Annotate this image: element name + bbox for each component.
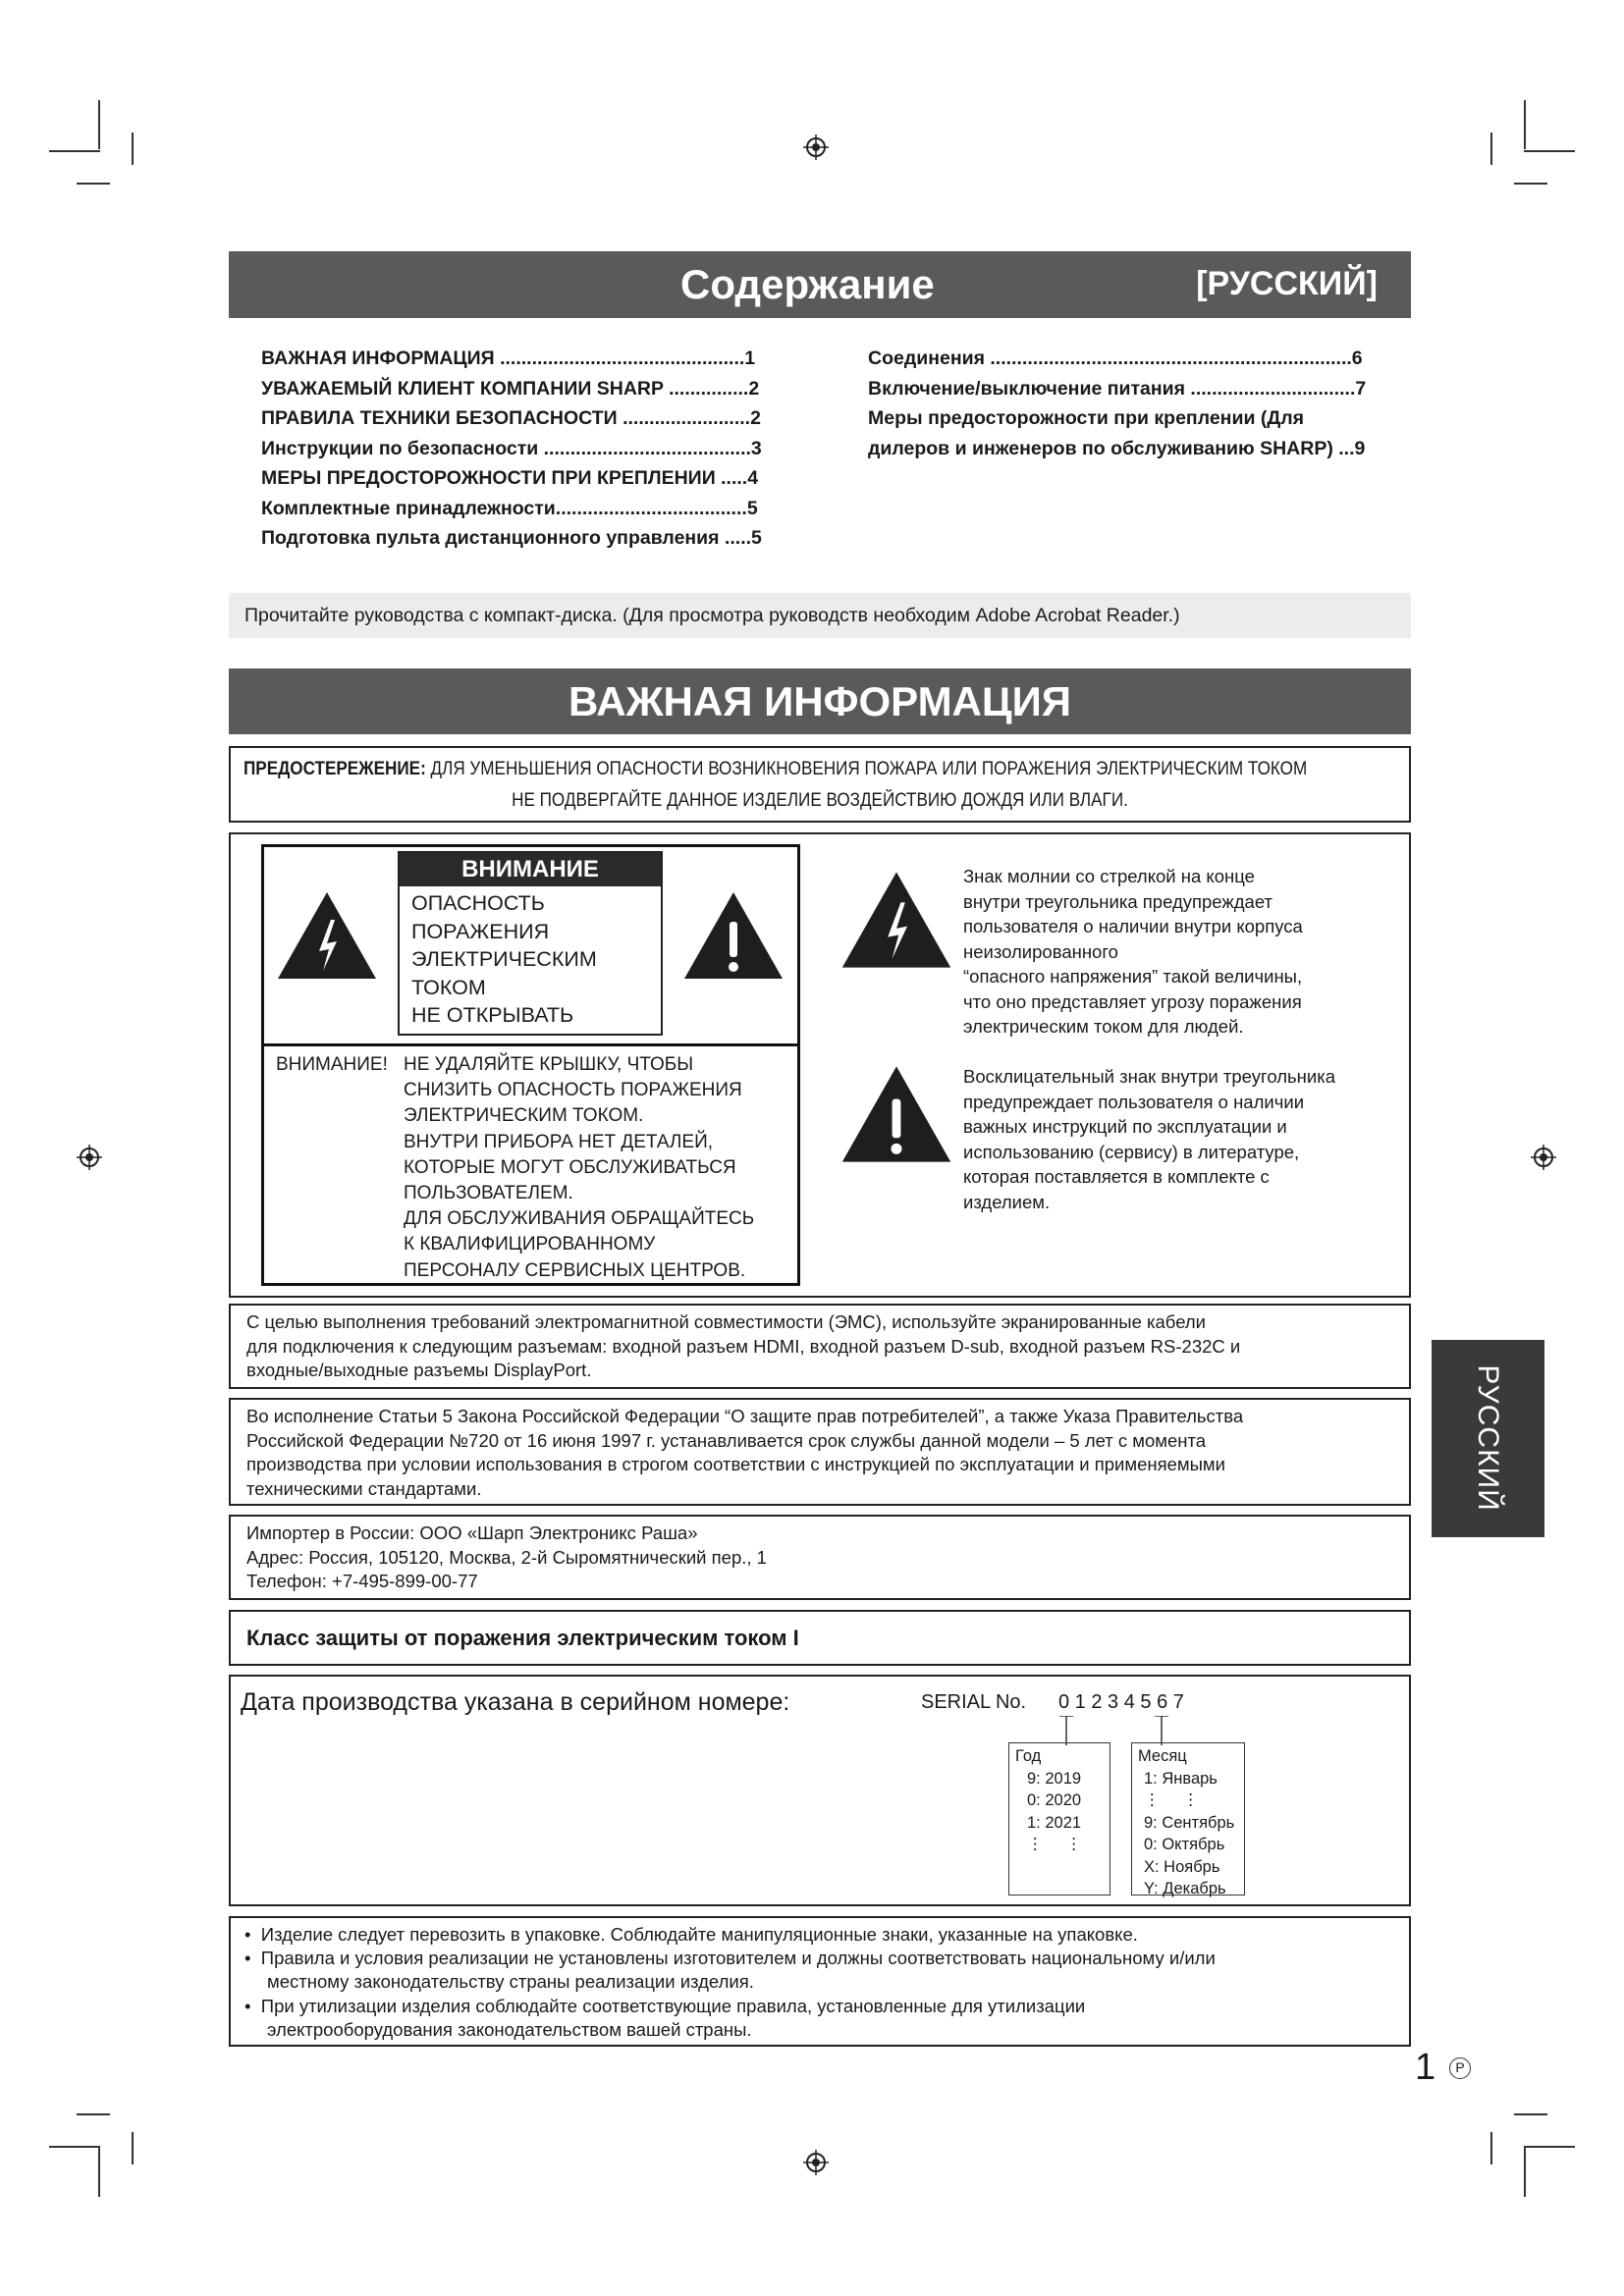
paragraph-line: техническими стандартами.	[246, 1477, 482, 1499]
toc-entry[interactable]: МЕРЫ ПРЕДОСТОРОЖНОСТИ ПРИ КРЕПЛЕНИИ .....4	[261, 467, 759, 489]
crop-mark	[77, 183, 110, 185]
month-entry: 9: Сентябрь	[1144, 1813, 1235, 1832]
caution-label-prefix: ВНИМАНИЕ!	[276, 1054, 388, 1075]
toc-entry[interactable]: Комплектные принадлежности....................................5	[261, 497, 758, 519]
caution-body-line: КОТОРЫЕ МОГУТ ОБСЛУЖИВАТЬСЯ	[404, 1156, 736, 1178]
emc-box	[229, 1304, 1411, 1389]
crop-mark	[132, 133, 134, 165]
bullet-list	[244, 1923, 1216, 2042]
paragraph-line: Адрес: Россия, 105120, Москва, 2-й Сыромятнический пер., 1	[246, 1546, 767, 1568]
toc-entry[interactable]: УВАЖАЕМЫЙ КЛИЕНТ КОМПАНИИ SHARP ...............2	[261, 377, 760, 400]
year-entry: 9: 2019	[1027, 1769, 1082, 1788]
crop-mark	[49, 150, 100, 152]
toc-entry[interactable]: Инструкции по безопасности .......................................3	[261, 437, 762, 459]
registration-mark-icon	[803, 134, 829, 160]
production-date-box	[229, 1675, 1411, 1906]
description-line: важных инструкций по эксплуатации и	[963, 1116, 1287, 1137]
exclamation-description	[963, 1064, 1335, 1214]
year-legend	[1008, 1742, 1110, 1896]
warning-label: ПРЕДОСТЕРЕЖЕНИЕ:	[244, 759, 426, 779]
warning-line-2: НЕ ПОДВЕРГАЙТЕ ДАННОЕ ИЗДЕЛИЕ ВОЗДЕЙСТВИЮ ДОЖДЯ ИЛИ ВЛАГИ.	[512, 790, 1128, 811]
crop-mark	[1524, 100, 1526, 149]
month-legend	[1131, 1742, 1245, 1896]
description-line: использованию (сервису) в литературе,	[963, 1141, 1300, 1162]
description-line: пользователя о наличии внутри корпуса	[963, 916, 1303, 936]
paragraph-line: для подключения к следующим разъемам: входной разъем HDMI, входной разъем D-sub, входной разъем RS-232C и	[246, 1335, 1241, 1357]
crop-mark	[77, 2113, 110, 2115]
month-entry: Y: Декабрь	[1144, 1880, 1226, 1897]
registration-mark-icon	[803, 2150, 829, 2175]
caution-body-line: ДЛЯ ОБСЛУЖИВАНИЯ ОБРАЩАЙТЕСЬ	[404, 1208, 755, 1230]
paragraph-line: С целью выполнения требований электромагнитной совместимости (ЭМС), используйте экранированные кабели	[246, 1311, 1206, 1332]
section-header	[229, 668, 1411, 734]
crop-mark	[1524, 2148, 1526, 2197]
protection-class: Класс защиты от поражения электрическим током I	[246, 1626, 799, 1650]
page-number: 1	[1415, 2047, 1436, 2088]
caution-line: ПОРАЖЕНИЯ	[411, 919, 550, 943]
paragraph-line: Телефон: +7-495-899-00-77	[246, 1571, 478, 1591]
toc-entry[interactable]: Подготовка пульта дистанционного управления .....5	[261, 527, 762, 549]
law-text	[246, 1405, 1395, 1501]
bullet-item: • При утилизации изделия соблюдайте соответствующие правила, установленные для утилизации	[244, 1995, 1086, 2016]
month-title: Месяц	[1138, 1747, 1187, 1765]
crop-mark	[1524, 2146, 1575, 2148]
crop-mark	[98, 100, 100, 149]
description-line: которая поставляется в комплекте с	[963, 1166, 1270, 1187]
crop-mark	[98, 2148, 100, 2197]
month-entry: 0: Октябрь	[1144, 1836, 1225, 1853]
caution-line: ЭЛЕКТРИЧЕСКИМ	[411, 947, 597, 971]
toc-entry[interactable]: ВАЖНАЯ ИНФОРМАЦИЯ ..............................................1	[261, 347, 756, 369]
month-entry: ⋮ ⋮	[1144, 1791, 1199, 1809]
lightning-triangle-icon	[274, 888, 380, 983]
contents-title: Содержание	[680, 261, 935, 307]
toc-entry[interactable]: Меры предосторожности при креплении (Для	[868, 407, 1304, 429]
exclamation-triangle-icon	[680, 888, 786, 983]
bullet-continuation: местному законодательству страны реализации изделия.	[267, 1971, 754, 1993]
crop-mark	[49, 2146, 100, 2148]
paragraph-line: Во исполнение Статьи 5 Закона Российской Федерации “О защите прав потребителей”, а также Указа Правительства	[246, 1406, 1244, 1426]
cd-note: Прочитайте руководства с компакт-диска. (Для просмотра руководств необходим Adobe Acrobat Reader.)	[229, 593, 1411, 638]
paragraph-line: Российской Федерации №720 от 16 июня 1997 г. устанавливается срок службы данной модели – 5 лет с момента	[246, 1429, 1207, 1451]
description-line: неизолированного	[963, 940, 1118, 962]
warning-text: ДЛЯ УМЕНЬШЕНИЯ ОПАСНОСТИ ВОЗНИКНОВЕНИЯ ПОЖАРА ИЛИ ПОРАЖЕНИЯ ЭЛЕКТРИЧЕСКИМ ТОКОМ	[425, 759, 1308, 779]
paragraph-line: производства при условии использования в строгом соответствии с инструкцией по эксплуатации и применяемыми	[246, 1454, 1225, 1474]
importer-text	[246, 1522, 1395, 1594]
month-entry: X: Ноябрь	[1144, 1857, 1220, 1876]
description-line: внутри треугольника предупреждает	[963, 890, 1272, 912]
crop-mark	[1524, 150, 1575, 152]
caution-body-line: НЕ УДАЛЯЙТЕ КРЫШКУ, ЧТОБЫ	[404, 1054, 694, 1075]
registration-mark-icon	[77, 1145, 102, 1170]
bullet-continuation: электрооборудования законодательством вашей страны.	[267, 2018, 752, 2040]
toc-entry[interactable]: Включение/выключение питания ...............................7	[868, 377, 1367, 400]
crop-mark	[132, 2132, 134, 2164]
bullet-item: • Правила и условия реализации не установлены изготовителем и должны соответствовать национальному и/или	[244, 1948, 1216, 1969]
contents-header	[229, 251, 1411, 318]
crop-mark	[1514, 2113, 1547, 2115]
section-title: ВАЖНАЯ ИНФОРМАЦИЯ	[568, 678, 1071, 724]
lightning-description	[963, 864, 1303, 1040]
lightning-triangle-icon	[838, 868, 955, 972]
crop-mark	[1490, 2132, 1492, 2164]
toc-entry[interactable]: дилеров и инженеров по обслуживанию SHARP) ...9	[868, 437, 1366, 459]
caution-body-line: ПЕРСОНАЛУ СЕРВИСНЫХ ЦЕНТРОВ.	[404, 1259, 746, 1281]
language-side-tab[interactable]	[1432, 1340, 1544, 1537]
description-line: предупреждает пользователя о наличии	[963, 1091, 1305, 1112]
caution-header: ВНИМАНИЕ	[400, 853, 661, 886]
year-entry: 1: 2021	[1027, 1813, 1082, 1832]
page-mark-icon	[1449, 2057, 1471, 2079]
caution-divider	[264, 1043, 797, 1046]
toc-entry[interactable]: ПРАВИЛА ТЕХНИКИ БЕЗОПАСНОСТИ ........................2	[261, 407, 761, 429]
page-mark: P	[1455, 2059, 1465, 2075]
description-line: электрическим током для людей.	[963, 1016, 1244, 1037]
emc-text	[246, 1310, 1395, 1383]
registration-mark-icon	[1531, 1145, 1556, 1170]
description-line: Знак молнии со стрелкой на конце	[963, 866, 1255, 886]
bullet-item: • Изделие следует перевозить в упаковке. Соблюдайте манипуляционные знаки, указанные на упаковке.	[244, 1924, 1138, 1945]
warning-line-1	[244, 756, 1307, 783]
description-line: “опасного напряжения” такой величины,	[963, 966, 1303, 987]
warning-box	[229, 746, 1411, 823]
bullets-box	[229, 1916, 1411, 2047]
description-line: изделием.	[963, 1191, 1051, 1212]
caution-body-line: ЭЛЕКТРИЧЕСКИМ ТОКОМ.	[404, 1105, 644, 1127]
month-entry: 1: Январь	[1144, 1769, 1218, 1788]
caution-lines	[400, 886, 661, 1030]
production-date-label: Дата производства указана в серийном номере:	[241, 1688, 790, 1716]
toc-right	[868, 344, 1366, 463]
serial-value: 0 1 2 3 4 5 6 7	[1058, 1691, 1184, 1713]
year-title: Год	[1015, 1747, 1042, 1765]
exclamation-triangle-icon	[838, 1062, 955, 1166]
caution-line: ОПАСНОСТЬ	[411, 891, 545, 915]
caution-body	[404, 1052, 754, 1284]
protection-class-box	[229, 1610, 1411, 1666]
caution-body-line: ВНУТРИ ПРИБОРА НЕТ ДЕТАЛЕЙ,	[404, 1131, 714, 1152]
paragraph-line: Импортер в России: ООО «Шарп Электроникс Раша»	[246, 1522, 698, 1543]
caution-label	[261, 844, 800, 1286]
caution-body-line: К КВАЛИФИЦИРОВАННОМУ	[404, 1234, 656, 1255]
serial-label: SERIAL No.	[921, 1691, 1027, 1713]
caution-inner-box	[398, 851, 663, 1036]
caution-body-line: ПОЛЬЗОВАТЕЛЕМ.	[404, 1183, 573, 1204]
toc-left	[261, 344, 762, 554]
symbols-box	[229, 832, 1411, 1298]
crop-mark	[1490, 133, 1492, 165]
toc-entry[interactable]: Соединения ....................................................................6	[868, 347, 1363, 369]
language-tag: [РУССКИЙ]	[1196, 265, 1378, 302]
year-entry: 0: 2020	[1027, 1791, 1082, 1809]
caution-line: ТОКОМ	[411, 975, 486, 999]
side-tab-label: РУССКИЙ	[1472, 1364, 1504, 1512]
crop-mark	[1514, 183, 1547, 185]
year-entry: ⋮ ⋮	[1027, 1836, 1082, 1853]
paragraph-line: входные/выходные разъемы DisplayPort.	[246, 1360, 592, 1380]
caution-line: НЕ ОТКРЫВАТЬ	[411, 1003, 574, 1027]
caution-body-line: СНИЗИТЬ ОПАСНОСТЬ ПОРАЖЕНИЯ	[404, 1080, 742, 1101]
description-line: что оно представляет угрозу поражения	[963, 990, 1302, 1012]
description-line: Восклицательный знак внутри треугольника	[963, 1066, 1335, 1087]
importer-box	[229, 1515, 1411, 1600]
law-box	[229, 1398, 1411, 1506]
